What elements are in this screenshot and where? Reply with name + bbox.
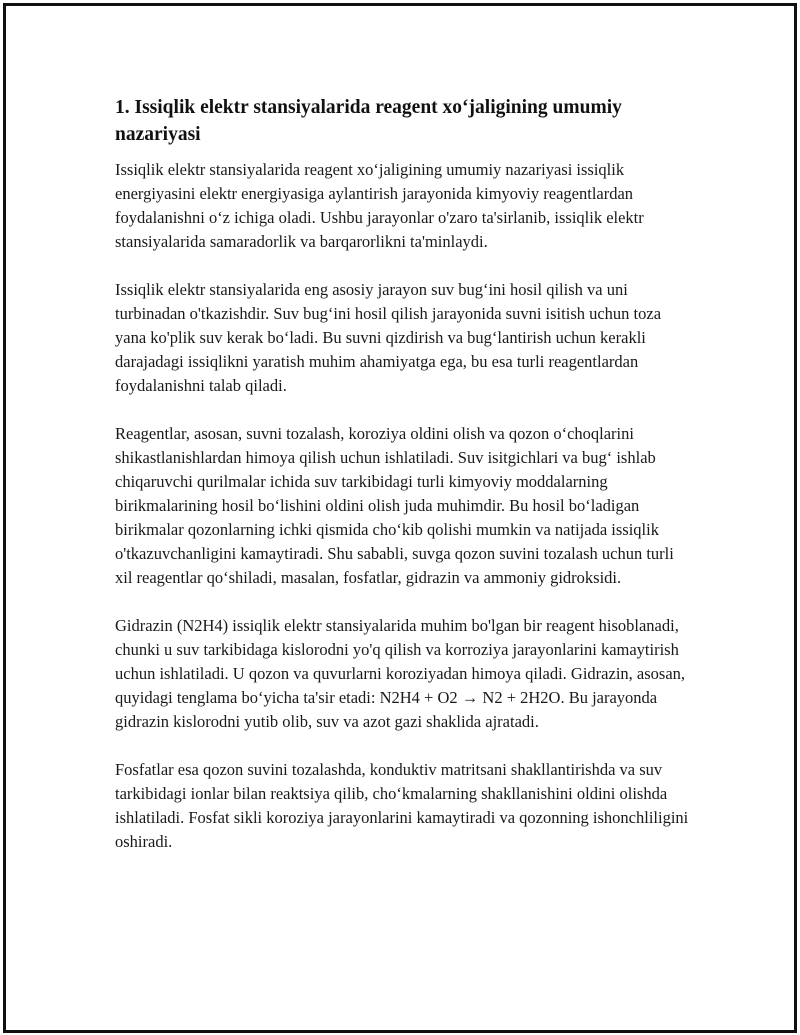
paragraph-3: Reagentlar, asosan, suvni tozalash, koroziya oldini olish va qozon o‘choqlarini shikastlanishlardan himoya qilish uchun ishlatiladi. Suv isitgichlari va bug‘ ishlab chiqaruvchi qurilmalar ichida suv tarkibidagi turli kimyoviy moddalarning birikmalarining hosil bo‘lishini oldini olish juda muhimdir. Bu hosil bo‘ladigan birikmalar qozonlarning ichki qismida cho‘kib qolishi mumkin va natijada issiqlik o'tkazuvchanligini kamaytiradi. Shu sababli, suvga qozon suvini tozalash uchun turli xil reagentlar qo‘shiladi, masalan, fosfatlar, gidrazin va ammoniy gidroksidi.	[115, 424, 674, 587]
document-body	[115, 94, 695, 878]
paragraph-4: Gidrazin (N2H4) issiqlik elektr stansiyalarida muhim bo'lgan bir reagent hisoblanadi, chunki u suv tarkibidaga kislorodni yo'q qilish va korroziya jarayonlarini kamaytirish uchun ishlatiladi. U qozon va quvurlarni koroziyadan himoya qiladi. Gidrazin, asosan, quyidagi tenglama bo‘yicha ta'sir etadi: N2H4 + O2 → N2 + 2H2O. Bu jarayonda gidrazin kislorodni yutib olib, suv va azot gazi shaklida ajratadi.	[115, 616, 686, 731]
section-heading: 1. Issiqlik elektr stansiyalarida reagent xo‘jaligining umumiy nazariyasi	[115, 97, 622, 145]
paragraph-2: Issiqlik elektr stansiyalarida eng asosiy jarayon suv bug‘ini hosil qilish va uni turbinadan o'tkazishdir. Suv bug‘ini hosil qilish jarayonida suvni isitish uchun toza yana ko'plik suv kerak bo‘ladi. Bu suvni qizdirish va bug‘lantirish uchun kerakli darajadagi issiqlikni yaratish muhim ahamiyatga ega, bu esa turli reagentlardan foydalanishni talab qiladi.	[115, 280, 662, 395]
paragraph-5: Fosfatlar esa qozon suvini tozalashda, konduktiv matritsani shakllantirishda va suv tarkibidagi ionlar bilan reaktsiya qilib, cho‘kmalarning shakllanishini oldini olishda ishlatiladi. Fosfat sikli koroziya jarayonlarini kamaytiradi va qozonning ishonchliligini oshiradi.	[115, 760, 689, 851]
paragraph-1: Issiqlik elektr stansiyalarida reagent xo‘jaligining umumiy nazariyasi issiqlik energiyasini elektr energiyasiga aylantirish jarayonida kimyoviy reagentlardan foydalanishni o‘z ichiga oladi. Ushbu jarayonlar o'zaro ta'sirlanib, issiqlik elektr stansiyalarida samaradorlik va barqarorlikni ta'minlaydi.	[115, 160, 644, 251]
